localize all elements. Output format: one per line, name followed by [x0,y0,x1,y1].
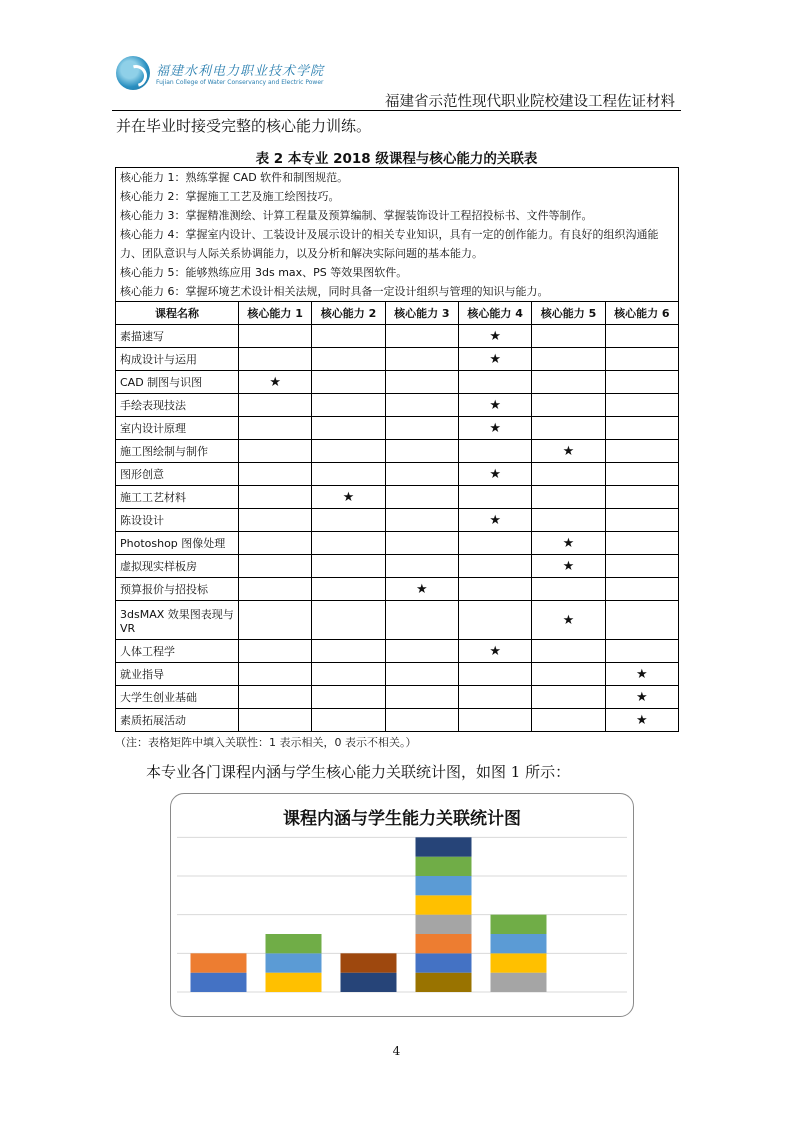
table-row [116,486,679,509]
ability-cell [532,325,605,348]
ability-cell [385,709,458,732]
ability-cell [458,578,531,601]
bar-segment [416,934,472,953]
ability-cell [239,555,312,578]
bar-segment [416,915,472,934]
relation-star: ★ [458,640,531,663]
ability-cell [385,348,458,371]
course-name: 施工工艺材料 [116,486,239,509]
table-row [116,394,679,417]
ability-cell [532,686,605,709]
ability-cell [312,555,385,578]
ability-cell [239,709,312,732]
table-row [116,686,679,709]
ability-cell [605,486,678,509]
ability-cell [239,578,312,601]
ability-cell [312,532,385,555]
ability-cell [239,663,312,686]
course-name: 施工图绘制与制作 [116,440,239,463]
ability-cell [458,532,531,555]
ability-cell [312,601,385,640]
table-row [116,578,679,601]
ability-cell [605,532,678,555]
ability-cell [385,601,458,640]
ability-cell [312,417,385,440]
course-name: CAD 制图与识图 [116,371,239,394]
ability-note: 核心能力 6：掌握环境艺术设计相关法规，同时具备一定设计组织与管理的知识与能力。 [120,285,549,298]
ability-cell [532,709,605,732]
ability-cell [605,578,678,601]
ability-cell [532,640,605,663]
table-footnote: （注：表格矩阵中填入关联性：1 表示相关，0 表示不相关。） [115,736,417,749]
table-row [116,601,679,640]
bar-segment [266,934,322,953]
relation-star: ★ [385,578,458,601]
ability-note: 核心能力 3：掌握精准测绘、计算工程量及预算编制、掌握装饰设计工程招投标书、文件等制作。 [120,209,593,222]
ability-cell [605,394,678,417]
bar-segment [341,953,397,972]
ability-cell [385,371,458,394]
table-row [116,348,679,371]
ability-cell [458,601,531,640]
ability-cell [532,486,605,509]
college-logo [108,52,325,98]
ability-cell [605,371,678,394]
course-name: 预算报价与招投标 [116,578,239,601]
chart-frame [170,793,634,1017]
ability-cell [239,325,312,348]
column-header: 核心能力 3 [385,302,458,325]
relation-star: ★ [532,532,605,555]
table-title: 表 2 本专业 2018 级课程与核心能力的关联表 [255,151,538,167]
ability-cell [385,394,458,417]
bar-segment [491,934,547,953]
header-title: 福建省示范性现代职业院校建设工程佐证材料 [385,94,675,110]
course-name: 虚拟现实样板房 [116,555,239,578]
table-row [116,440,679,463]
table-row [116,555,679,578]
ability-cell [605,348,678,371]
relation-star: ★ [458,325,531,348]
relation-star: ★ [312,486,385,509]
bar-segment [416,876,472,895]
column-header: 核心能力 5 [532,302,605,325]
ability-cell [532,663,605,686]
table-row [116,371,679,394]
table-row [116,463,679,486]
ability-cell [385,555,458,578]
ability-cell [239,394,312,417]
course-name: Photoshop 图像处理 [116,532,239,555]
bar-segment [491,915,547,934]
course-name: 室内设计原理 [116,417,239,440]
relation-star: ★ [239,371,312,394]
ability-cell [312,325,385,348]
table-row [116,325,679,348]
column-header: 核心能力 6 [605,302,678,325]
course-name: 大学生创业基础 [116,686,239,709]
bar-segment [266,953,322,972]
table-row [116,417,679,440]
ability-cell [312,440,385,463]
logo-subtitle: Fujian College of Water Conservancy and Electric Power [156,79,324,86]
logo-text: 福建水利电力职业技术学院 [156,64,325,79]
ability-cell [532,578,605,601]
column-header: 课程名称 [116,302,239,325]
ability-cell [312,348,385,371]
ability-cell [605,325,678,348]
bar-segment [266,973,322,992]
ability-cell [458,555,531,578]
relation-star: ★ [458,348,531,371]
ability-cell [312,578,385,601]
ability-cell [458,686,531,709]
table-row [116,709,679,732]
stacked-bar-chart [171,794,633,1016]
ability-cell [385,532,458,555]
ability-cell [239,601,312,640]
ability-cell [385,486,458,509]
relation-star: ★ [605,709,678,732]
ability-cell [532,371,605,394]
course-name: 就业指导 [116,663,239,686]
course-ability-table [115,167,679,732]
bar-segment [191,973,247,992]
ability-cell [385,325,458,348]
ability-cell [239,486,312,509]
ability-cell [239,463,312,486]
bar-segment [416,973,472,992]
column-header: 核心能力 4 [458,302,531,325]
ability-cell [312,709,385,732]
bar-segment [416,857,472,876]
ability-cell [605,555,678,578]
bar-segment [491,953,547,972]
course-name: 陈设设计 [116,509,239,532]
relation-star: ★ [532,601,605,640]
relation-star: ★ [605,663,678,686]
ability-cell [458,709,531,732]
ability-note: 核心能力 5：能够熟练应用 3ds max、PS 等效果图软件。 [120,266,408,279]
ability-cell [605,601,678,640]
ability-cell [239,532,312,555]
ability-cell [312,394,385,417]
relation-star: ★ [532,440,605,463]
relation-star: ★ [458,394,531,417]
ability-cell [385,463,458,486]
ability-cell [312,663,385,686]
relation-star: ★ [458,417,531,440]
ability-cell [312,509,385,532]
ability-note: 核心能力 4：掌握室内设计、工装设计及展示设计的相关专业知识，具有一定的创作能力。有良好的组织沟通能力、团队意识与人际关系协调能力，以及分析和解决实际问题的基本能力。 [120,228,659,260]
ability-cell [239,417,312,440]
ability-cell [239,686,312,709]
bar-segment [416,895,472,914]
ability-cell [312,463,385,486]
ability-cell [458,371,531,394]
ability-cell [312,371,385,394]
table-header-row [116,302,679,325]
ability-cell [385,417,458,440]
bar-segment [491,973,547,992]
ability-cell [385,509,458,532]
ability-cell [605,417,678,440]
ability-cell [385,640,458,663]
ability-cell [239,509,312,532]
table-row [116,509,679,532]
header-divider [112,110,681,111]
ability-cell [385,686,458,709]
course-name: 素描速写 [116,325,239,348]
ability-cell [239,440,312,463]
column-header: 核心能力 1 [239,302,312,325]
bar-segment [341,973,397,992]
ability-cell [532,348,605,371]
course-name: 素质拓展活动 [116,709,239,732]
ability-cell [532,463,605,486]
ability-cell [532,417,605,440]
course-name: 人体工程学 [116,640,239,663]
ability-cell [605,509,678,532]
ability-cell [605,640,678,663]
ability-cell [239,348,312,371]
ability-cell [458,440,531,463]
bar-segment [191,953,247,972]
chart-intro-paragraph: 本专业各门课程内涵与学生核心能力关联统计图，如图 1 所示： [146,763,571,781]
relation-star: ★ [458,463,531,486]
course-name: 图形创意 [116,463,239,486]
intro-paragraph: 并在毕业时接受完整的核心能力训练。 [116,117,372,135]
table-row [116,532,679,555]
relation-star: ★ [458,509,531,532]
bar-segment [416,837,472,856]
page-number: 4 [392,1044,401,1058]
ability-cell [605,440,678,463]
relation-star: ★ [532,555,605,578]
ability-cell [532,509,605,532]
ability-cell [312,686,385,709]
ability-cell [458,486,531,509]
column-header: 核心能力 2 [312,302,385,325]
ability-cell [385,440,458,463]
table-row [116,663,679,686]
ability-definitions [116,168,679,302]
bar-segment [416,953,472,972]
ability-cell [385,663,458,686]
ability-cell [605,463,678,486]
ability-cell [458,663,531,686]
chart-title: 课程内涵与学生能力关联统计图 [283,809,521,829]
table-row [116,640,679,663]
ability-cell [312,640,385,663]
course-name: 3dsMAX 效果图表现与 VR [116,601,239,640]
course-name: 构成设计与运用 [116,348,239,371]
relation-star: ★ [605,686,678,709]
ability-note: 核心能力 1：熟练掌握 CAD 软件和制图规范。 [120,171,349,184]
college-emblem-icon [116,56,150,90]
course-name: 手绘表现技法 [116,394,239,417]
ability-note: 核心能力 2：掌握施工工艺及施工绘图技巧。 [120,190,340,203]
ability-cell [239,640,312,663]
ability-cell [532,394,605,417]
